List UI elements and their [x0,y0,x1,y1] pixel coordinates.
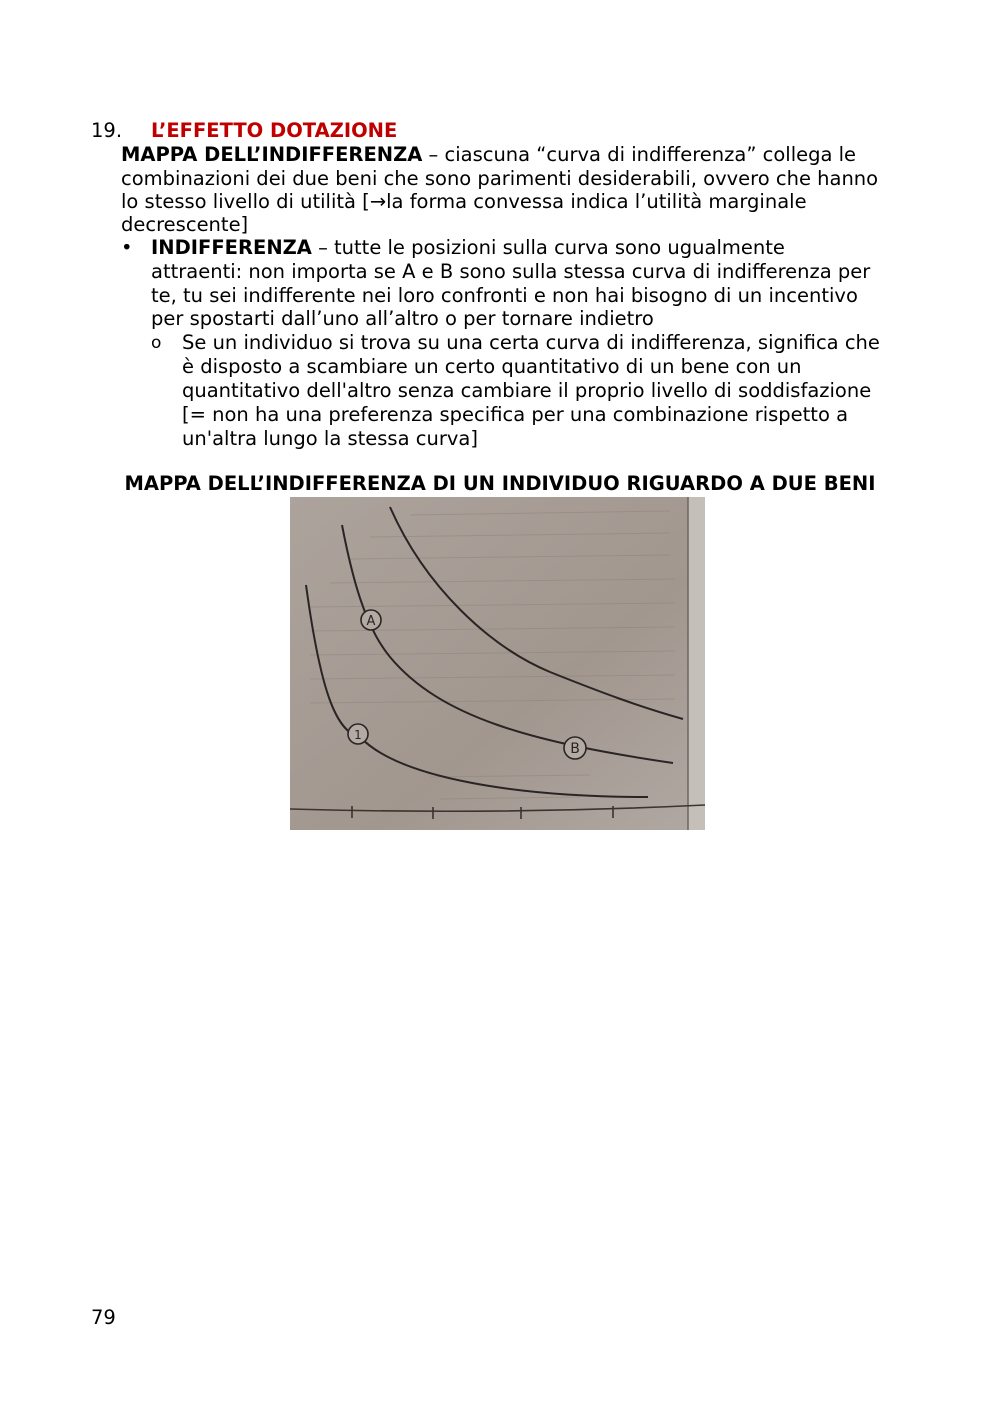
point-b-label: B [570,741,580,757]
bullet-line-1 [151,236,785,260]
bullet-line-4: per spostarti dall’uno all’altro o per tornare indietro [151,307,654,330]
paragraph-line-1 [121,143,856,167]
paragraph-line-4: decrescente] [121,213,249,236]
point-1-label: 1 [354,728,362,742]
sub-bullet-line-1: Se un individuo si trova su una certa curva di indifferenza, significa che [182,331,880,354]
sub-bullet-line-3: quantitativo dell'altro senza cambiare il proprio livello di soddisfazione [182,379,872,402]
indifference-map-photo [290,497,705,830]
paragraph-text: – ciascuna “curva di indifferenza” collega le [422,143,857,166]
paragraph-term: MAPPA DELL’INDIFFERENZA [121,143,423,166]
sub-bullet-line-2: è disposto a scambiare un certo quantitativo di un bene con un [182,355,802,378]
section-number: 19. [91,119,123,142]
bullet-line-3: te, tu sei indifferente nei loro confronti e non hai bisogno di un incentivo [151,284,858,307]
figure-title: MAPPA DELL’INDIFFERENZA DI UN INDIVIDUO RIGUARDO A DUE BENI [124,472,876,495]
sub-bullet-marker: o [151,333,162,353]
bullet-marker: • [121,236,133,259]
paragraph-line-2: combinazioni dei due beni che sono parimenti desiderabili, ovvero che hanno [121,167,879,190]
bullet-line-2: attraenti: non importa se A e B sono sulla stessa curva di indifferenza per [151,260,871,283]
photo-page-edge [688,497,705,830]
point-a-label: A [366,614,376,629]
point-a-marker [361,610,381,630]
section-title: L’EFFETTO DOTAZIONE [151,119,398,142]
page-number: 79 [91,1306,116,1329]
sub-bullet-line-4: [= non ha una preferenza specifica per una combinazione rispetto a [182,403,849,426]
photo-paper [290,497,705,830]
sub-bullet-line-5: un'altra lungo la stessa curva] [182,427,478,450]
bullet-text: – tutte le posizioni sulla curva sono ugualmente [311,236,785,259]
paragraph-line-3: lo stesso livello di utilità [→la forma convessa indica l’utilità marginale [121,190,807,213]
bullet-term: INDIFFERENZA [151,236,312,259]
point-b-marker [564,737,586,759]
point-1-marker [348,724,368,744]
